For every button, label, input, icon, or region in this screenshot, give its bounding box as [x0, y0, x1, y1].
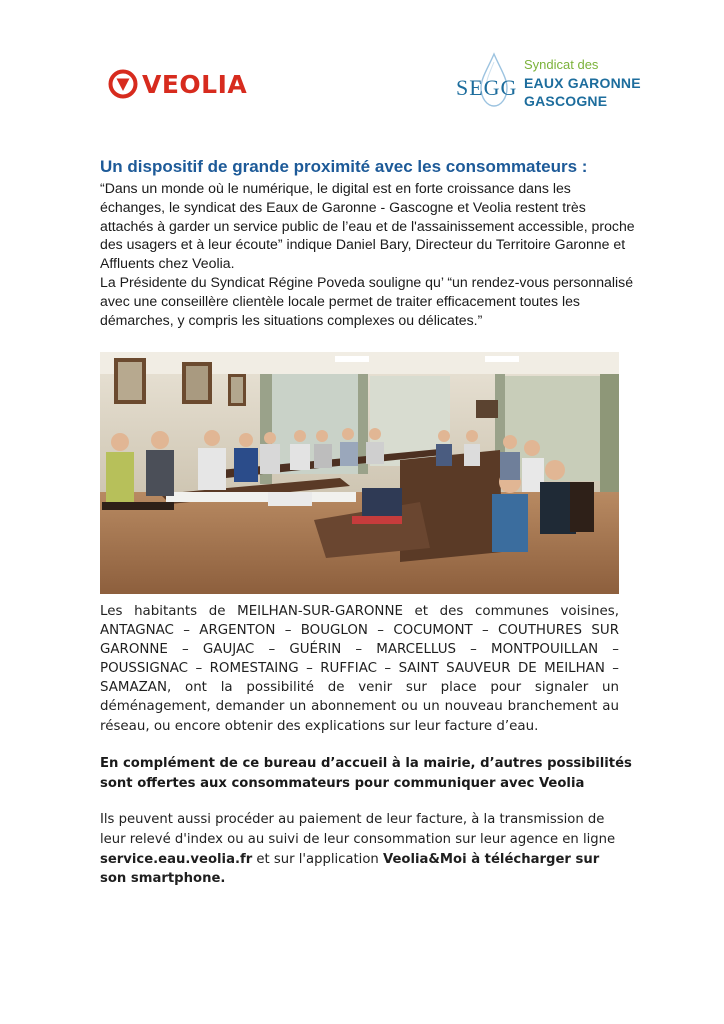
services-paragraph	[100, 810, 630, 889]
communes-paragraph: Les habitants de MEILHAN-SUR-GARONNE et des communes voisines, ANTAGNAC – ARGENTON – BOUGLON – COCUMONT – COUTHURES SUR GARONNE – GAUJAC – GUÉRIN – MARCELLUS – MONTPOUILLAN – POUSSIGNAC – ROMESTAING – RUFFIAC – SAINT SAUVEUR DE MEILHAN – SAMAZAN, ont la possibilité de venir sur place pour signaler un déménagement, demander un abonnement ou un nouveau branchement au réseau, ou encore obtenir des explications sur leur facture d’eau.	[100, 604, 619, 734]
services-text-part1: Ils peuvent aussi procéder au paiement de leur facture, à la transmission de leur relevé d'index ou au suivi de leur consommation sur leur agence en ligne	[100, 812, 616, 847]
intro-block	[100, 179, 635, 329]
intro-quote-veolia: “Dans un monde où le numérique, le digital est en forte croissance dans les échanges, le syndicat des Eaux de Garonne - Gascogne et Veolia restent très attachés à garder un service public de l’eau et de l'assainissement accessible, proche des usagers et à leur écoute” indique Daniel Bary, Directeur du Territoire Garonne et Affluents chez Veolia.	[100, 180, 635, 272]
veolia-logo	[108, 66, 247, 102]
segg-name-line2: EAUX GARONNE	[524, 75, 641, 91]
section-subheading	[100, 754, 640, 793]
veolia-logo-text: VEOLIA	[142, 69, 248, 99]
subheading-line2: sont offertes aux consommateurs pour communiquer avec Veolia	[100, 775, 585, 791]
segg-name-line3: GASCOGNE	[524, 93, 608, 109]
segg-abbreviation: SEGG	[456, 75, 518, 100]
veolia-mark-icon	[108, 69, 138, 99]
subheading-line1: En complément de ce bureau d’accueil à la mairie, d’autres possibilités	[100, 756, 632, 771]
segg-logo	[456, 52, 646, 112]
meeting-room-photo	[100, 352, 619, 594]
intro-quote-president: La Présidente du Syndicat Régine Poveda souligne qu’ “un rendez-vous personnalisé avec une conseillère clientèle locale permet de traiter efficacement toutes les démarches, y compris les situations complexes ou délicates.”	[100, 273, 634, 328]
segg-name	[524, 56, 641, 110]
services-text-part2: et sur l'application	[252, 851, 383, 867]
article-title: Un dispositif de grande proximité avec les consommateurs :	[100, 157, 588, 176]
veolia-app-name: Veolia&Moi à télécharger sur son smartphone.	[100, 851, 600, 887]
segg-name-line1: Syndicat des	[524, 57, 599, 72]
online-agency-link[interactable]: service.eau.veolia.fr	[100, 851, 253, 867]
